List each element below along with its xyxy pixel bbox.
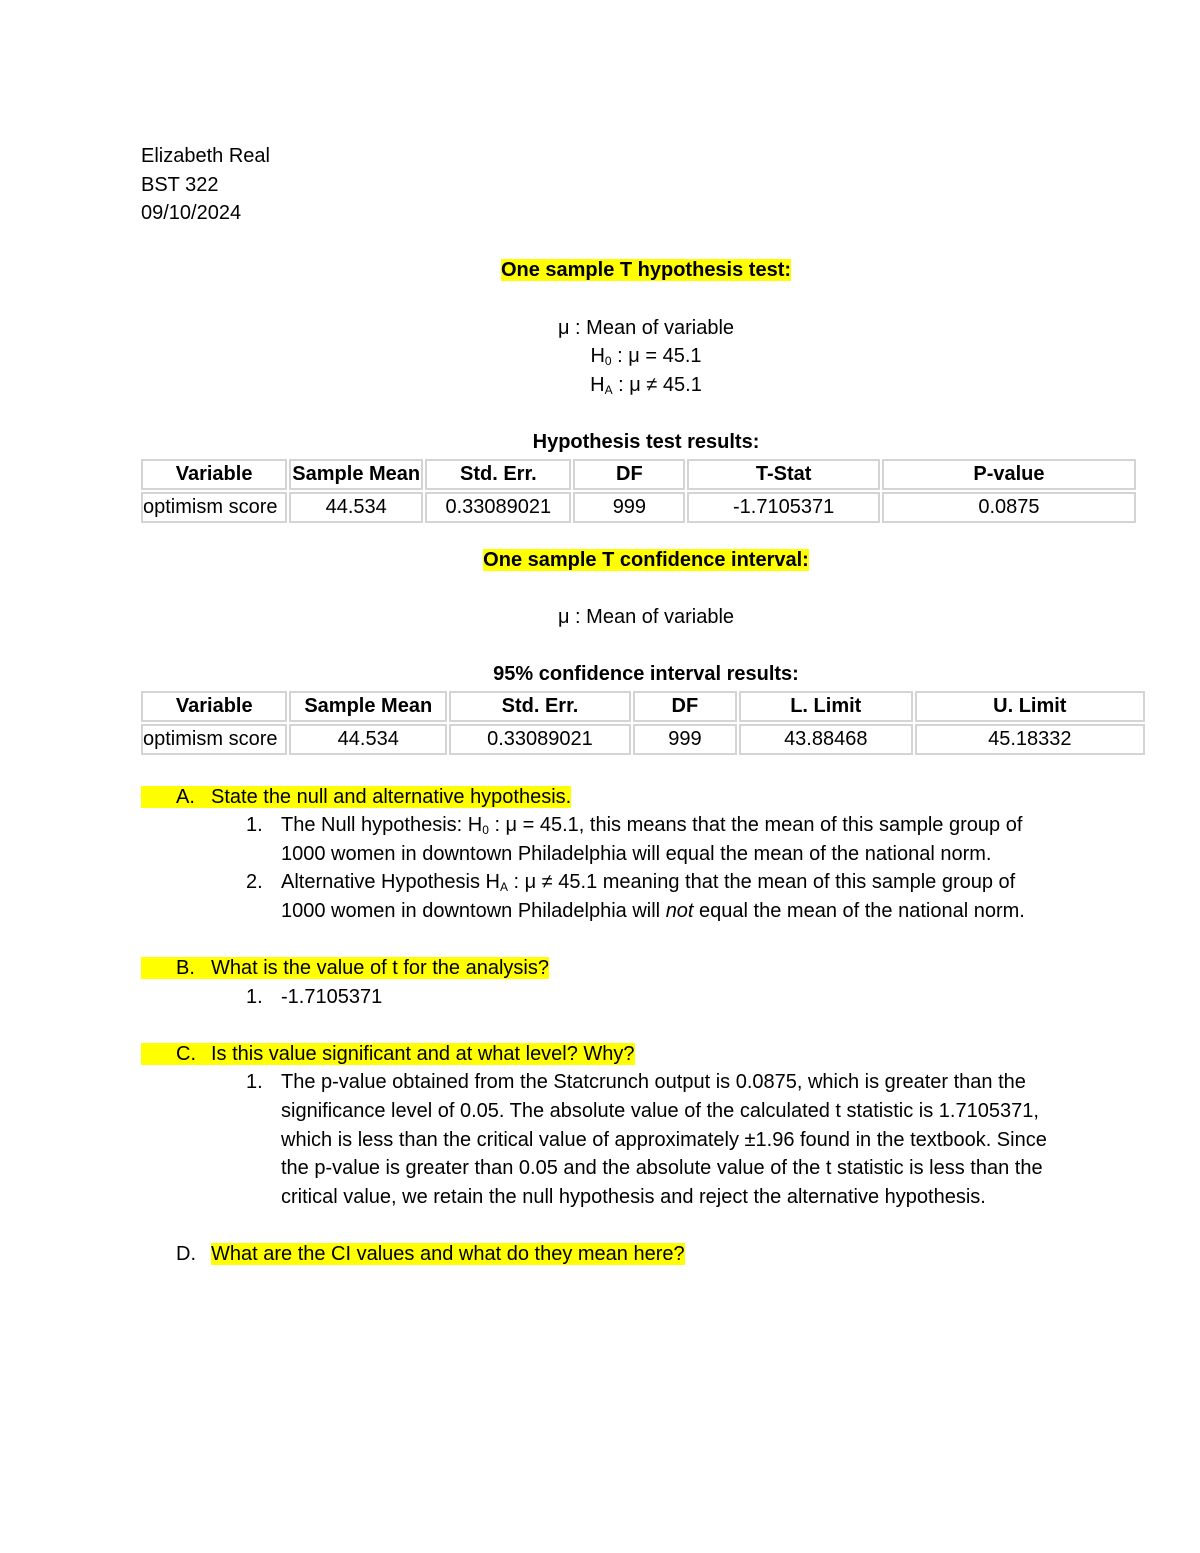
table-cell: 999 xyxy=(573,492,685,523)
column-header: Variable xyxy=(141,459,287,490)
hypothesis-results-table xyxy=(139,457,1138,525)
column-header: Sample Mean xyxy=(289,691,447,722)
question-b: B. What is the value of t for the analysis? xyxy=(141,954,1151,983)
table-cell: -1.7105371 xyxy=(687,492,880,523)
table-cell: 44.534 xyxy=(289,492,423,523)
table-cell: 44.534 xyxy=(289,724,447,755)
table-cell: 0.33089021 xyxy=(425,492,571,523)
question-d: D. What are the CI values and what do they mean here? xyxy=(176,1243,685,1265)
null-hypothesis-line: $H_0$ : μ = 45.1 xyxy=(590,345,702,369)
question-c: C. Is this value significant and at what level? Why? xyxy=(141,1040,1151,1069)
column-header: Std. Err. xyxy=(425,459,571,490)
ci-mu-definition: μ : Mean of variable xyxy=(557,605,735,628)
table-cell: 0.0875 xyxy=(882,492,1136,523)
table-cell: 43.88468 xyxy=(739,724,913,755)
list-item: 2. Alternative Hypothesis $H_A$ : μ ≠ 45.1 meaning that the mean of this sample group of 1000 women in downtown Philadelphia will not equal the mean of the national norm. xyxy=(246,871,1025,922)
author-name: Elizabeth Real xyxy=(141,145,270,167)
ci-results-table xyxy=(139,689,1147,757)
test-section-title: One sample T hypothesis test: xyxy=(500,259,792,282)
column-header: DF xyxy=(573,459,685,490)
table-cell: optimism score xyxy=(141,724,287,755)
table-cell: 999 xyxy=(633,724,737,755)
table-cell: optimism score xyxy=(141,492,287,523)
list-item: 1. The Null hypothesis: $H_0$ : μ = 45.1, this means that the mean of this sample group of 1000 women in downtown Philadelphia will equal the mean of the national norm. xyxy=(246,814,1023,865)
table-row xyxy=(141,492,1136,523)
course-code: BST 322 xyxy=(141,173,219,196)
question-a: A. State the null and alternative hypothesis. xyxy=(141,783,1151,812)
list-item: 1. The p-value obtained from the Statcrunch output is 0.0875, which is greater than the significance level of 0.05. The absolute value of the calculated t statistic is 1.7105371, which is less than the critical value of approximately ±1.96 found in the textbook. Since the p-value is greater than 0.05 and the absolute value of the t statistic is less than the critical value, we retain the null hypothesis and reject the alternative hypothesis. xyxy=(246,1071,1047,1208)
column-header: L. Limit xyxy=(739,691,913,722)
column-header: P-value xyxy=(882,459,1136,490)
ci-section-title: One sample T confidence interval: xyxy=(483,548,809,571)
document-page xyxy=(141,142,1151,1269)
alternative-hypothesis-line: $H_A$ : μ ≠ 45.1 xyxy=(590,373,702,397)
table-row xyxy=(141,724,1145,755)
column-header: Std. Err. xyxy=(449,691,631,722)
column-header: U. Limit xyxy=(915,691,1145,722)
test-results-title: Hypothesis test results: xyxy=(532,430,760,453)
list-item: 1. -1.7105371 xyxy=(246,985,383,1008)
column-header: DF xyxy=(633,691,737,722)
table-header-row xyxy=(141,459,1136,490)
column-header: Variable xyxy=(141,691,287,722)
ci-results-title: 95% confidence interval results: xyxy=(493,662,799,685)
document-date: 09/10/2024 xyxy=(141,202,242,225)
table-cell: 0.33089021 xyxy=(449,724,631,755)
test-mu-definition: μ : Mean of variable xyxy=(557,316,735,339)
column-header: T-Stat xyxy=(687,459,880,490)
column-header: Sample Mean xyxy=(289,459,423,490)
table-header-row xyxy=(141,691,1145,722)
table-cell: 45.18332 xyxy=(915,724,1145,755)
